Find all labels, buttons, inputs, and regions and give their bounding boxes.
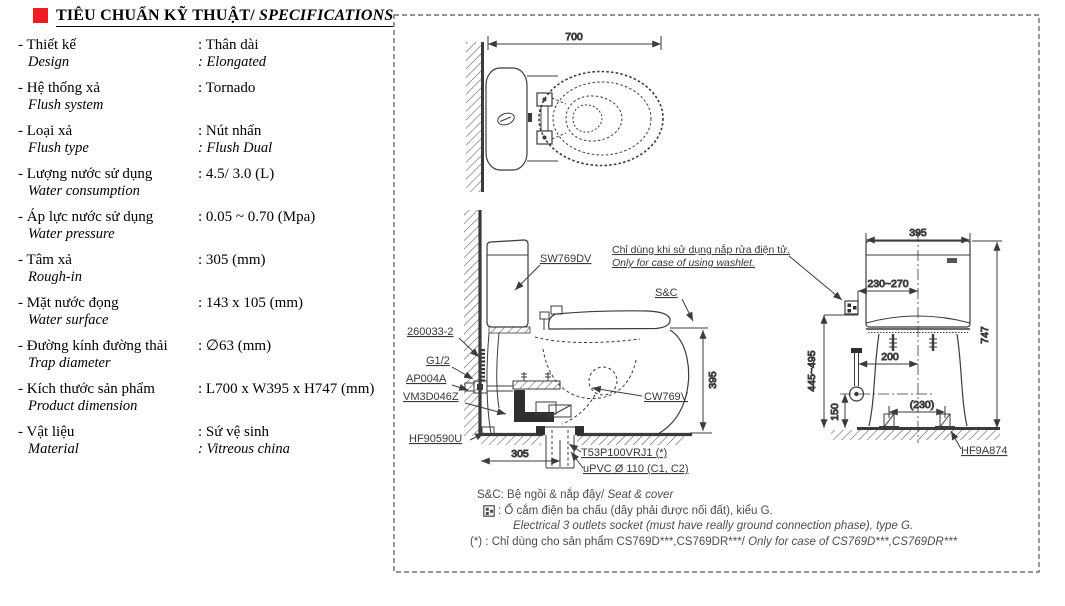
- spec-value-vn: : 0.05 ~ 0.70 (Mpa): [198, 209, 316, 225]
- washlet-note-en: Only for case of using washlet.: [612, 257, 755, 269]
- dim-top-width: 700: [565, 31, 583, 43]
- spec-label-vn: - Hệ thống xả: [18, 79, 198, 97]
- spec-label-vn: - Lượng nước sử dụng: [18, 165, 198, 183]
- rear-flange-label: HF9A874: [961, 445, 1008, 457]
- floor-flange-label: HF90590U: [409, 433, 463, 445]
- hose-part-label: 260033-2: [407, 326, 454, 338]
- footnote-star: [470, 535, 1035, 551]
- spec-value-vn: : 143 x 105 (mm): [198, 295, 303, 311]
- spec-value-en: : Flush Dual: [198, 140, 273, 156]
- spec-label-en: Flush system: [28, 97, 104, 113]
- spec-label-vn: - Đường kính đường thải: [18, 337, 198, 355]
- star-note-en: Only for case of CS769D***,CS769DR***: [748, 535, 958, 548]
- spec-label-en: Flush type: [28, 140, 89, 156]
- dim-supply-offset: 200: [881, 351, 899, 363]
- washlet-note: [612, 243, 842, 300]
- fitting-part-label: VM3D046Z: [403, 391, 459, 403]
- spec-label-vn: - Loại xả: [18, 122, 198, 140]
- dim-rough-in: 305: [511, 448, 529, 460]
- washlet-note-vn: Chỉ dùng khi sử dụng nắp rửa điện tử.: [612, 244, 791, 256]
- footnote-seat: [470, 488, 1035, 504]
- footnotes: [470, 488, 1035, 550]
- spec-label-en: Water consumption: [28, 183, 140, 199]
- spec-label-en: Material: [28, 441, 79, 457]
- spec-value-vn: : Sứ vệ sinh: [198, 424, 270, 440]
- spec-label-en: Trap diameter: [28, 355, 111, 371]
- seat-cover-label: S&C: [655, 287, 678, 299]
- spec-label-vn: - Mặt nước đọng: [18, 294, 198, 312]
- seat-note-vn: Bệ ngồi & nắp đậy/: [507, 489, 605, 501]
- spec-value-vn: : Nút nhấn: [198, 123, 262, 139]
- footnote-socket-en: Electrical 3 outlets socket (must have really ground connection phase), type G.: [513, 520, 914, 532]
- star-key: (*) :: [470, 535, 489, 548]
- spec-value-vn: : 305 (mm): [198, 252, 266, 268]
- spec-label-en: Water surface: [28, 312, 109, 328]
- thread-size-label: G1/2: [426, 355, 450, 367]
- dim-socket-offset: 230~270: [867, 278, 909, 290]
- spec-label-vn: - Thiết kế: [18, 36, 198, 54]
- spec-value-vn: : Tornado: [198, 80, 256, 96]
- spec-label-vn: - Vật liệu: [18, 423, 198, 441]
- spec-label-vn: - Tâm xả: [18, 251, 198, 269]
- spec-label-vn: - Kích thước sản phẩm: [18, 380, 198, 398]
- rear-view: [806, 227, 1002, 449]
- socket-icon: [483, 505, 495, 517]
- drain-joint-label: T53P100VRJ1 (*): [581, 447, 668, 459]
- spec-value-en: : Vitreous china: [198, 441, 290, 457]
- seat-note-en: Seat & cover: [607, 489, 674, 501]
- page-title-vn: TIÊU CHUẨN KỸ THUẬT/: [56, 7, 255, 24]
- dim-total-height: 747: [979, 326, 991, 344]
- spec-label-en: Design: [28, 54, 70, 70]
- angle-valve-label: AP004A: [406, 373, 447, 385]
- top-view: [466, 31, 663, 192]
- spec-value-en: : Elongated: [198, 54, 267, 70]
- spec-value-vn: : L700 x W395 x H747 (mm): [198, 381, 375, 397]
- dim-side-height: 395: [707, 371, 719, 389]
- dim-socket-height: 445~495: [806, 350, 818, 392]
- dim-bolt-spacing: (230): [909, 399, 935, 411]
- spec-label-en: Rough-in: [28, 269, 82, 285]
- drain-pipe-label: uPVC Ø 110 (C1, C2): [583, 463, 689, 475]
- dim-rear-width: 395: [909, 227, 927, 239]
- spec-value-vn: : 4.5/ 3.0 (L): [198, 166, 275, 182]
- bowl-model-label: CW769V: [644, 391, 689, 403]
- spec-value-vn: : ∅63 (mm): [198, 338, 272, 354]
- spec-label-en: Water pressure: [28, 226, 115, 242]
- spec-label-vn: - Áp lực nước sử dụng: [18, 208, 198, 226]
- tank-model-label: SW769DV: [540, 253, 592, 265]
- page-title-en: SPECIFICATIONS: [259, 7, 394, 24]
- spec-value-vn: : Thân dài: [198, 37, 259, 53]
- star-note-vn: Chỉ dùng cho sản phẩm CS769D***,CS769DR***/: [491, 535, 745, 548]
- socket-note-vn: : Ổ cắm điện ba chấu (dây phải được nối đất), kiểu G.: [498, 504, 773, 517]
- spec-label-en: Product dimension: [28, 398, 138, 414]
- dim-supply-height: 150: [829, 403, 841, 421]
- seat-key: S&C:: [477, 489, 504, 501]
- footnote-socket: [470, 504, 1035, 520]
